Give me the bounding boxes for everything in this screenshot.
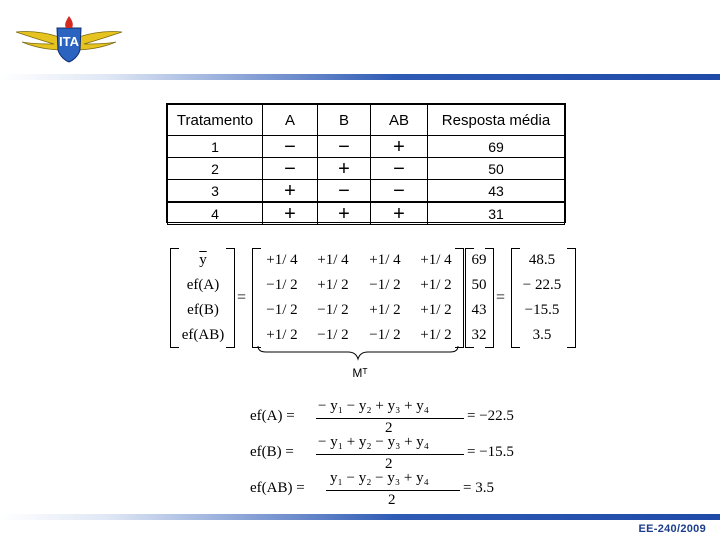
header-a: A [263, 105, 318, 136]
vec-cell: 50 [471, 277, 487, 293]
cell-treatment: 1 [168, 136, 263, 158]
m-cell: +1/ 4 [369, 252, 401, 268]
fraction-bar [316, 418, 464, 419]
m-cell: +1/ 2 [317, 277, 349, 293]
vec-cell: 69 [471, 252, 487, 268]
cell-response: 50 [428, 158, 565, 180]
formula-denominator: 2 [385, 420, 393, 436]
m-cell: +1/ 2 [420, 327, 452, 343]
cell-sign-ab: + [371, 202, 428, 225]
result-cell: 48.5 [528, 252, 556, 268]
lhs-ef-a: ef(A) [186, 277, 220, 293]
formula-lhs: ef(B) = [250, 444, 294, 460]
brace-label: Mᵀ [352, 366, 368, 380]
lhs-ef-ab: ef(AB) [181, 327, 225, 343]
m-cell: +1/ 4 [266, 252, 298, 268]
header-resposta-media: Resposta média [428, 105, 565, 136]
m-cell: +1/ 4 [317, 252, 349, 268]
m-cell: +1/ 2 [266, 327, 298, 343]
header-tratamento: Tratamento [168, 105, 263, 136]
formula-denominator: 2 [385, 456, 393, 472]
m-cell: −1/ 2 [369, 327, 401, 343]
cell-response: 31 [428, 202, 565, 225]
result-cell: 3.5 [532, 327, 552, 343]
m-cell: −1/ 2 [317, 327, 349, 343]
m-cell: −1/ 2 [266, 277, 298, 293]
cell-sign-a: + [263, 202, 318, 225]
formula-numerator: − y₁ + y₂ − y₃ + y₄ [318, 434, 430, 450]
m-cell: +1/ 2 [369, 302, 401, 318]
formula-result: = −22.5 [467, 408, 514, 424]
vec-cell: 32 [471, 327, 487, 343]
formula-result: = 3.5 [463, 480, 494, 496]
formula-result: = −15.5 [467, 444, 514, 460]
m-cell: +1/ 2 [420, 277, 452, 293]
logo-text: ITA [59, 34, 79, 49]
formula-lhs: ef(AB) = [250, 480, 305, 496]
m-cell: −1/ 2 [317, 302, 349, 318]
m-cell: +1/ 4 [420, 252, 452, 268]
footer-divider [0, 514, 720, 520]
cell-sign-b: − [318, 136, 371, 158]
cell-sign-b: + [318, 202, 371, 225]
header-b: B [318, 105, 371, 136]
cell-sign-ab: + [371, 136, 428, 158]
equals-sign-2: = [496, 289, 506, 306]
equals-sign-1: = [237, 289, 247, 306]
cell-treatment: 4 [168, 202, 263, 225]
vec-cell: 43 [471, 302, 487, 318]
cell-response: 43 [428, 180, 565, 203]
cell-sign-ab: − [371, 180, 428, 203]
formula-numerator: − y₁ − y₂ + y₃ + y₄ [318, 398, 430, 414]
header-ab: AB [371, 105, 428, 136]
result-cell: − 22.5 [522, 277, 562, 293]
cell-sign-b: + [318, 158, 371, 180]
cell-sign-b: − [318, 180, 371, 203]
cell-treatment: 2 [168, 158, 263, 180]
fraction-bar [326, 490, 460, 491]
cell-sign-ab: − [371, 158, 428, 180]
result-cell: −15.5 [524, 302, 560, 318]
fraction-bar [316, 454, 464, 455]
cell-sign-a: − [263, 158, 318, 180]
lhs-ef-b: ef(B) [187, 302, 219, 318]
cell-sign-a: − [263, 136, 318, 158]
formula-numerator: y₁ − y₂ − y₃ + y₄ [330, 470, 429, 486]
cell-sign-a: + [263, 180, 318, 203]
lhs-y-bar: $\overline{y}$ [199, 252, 207, 268]
m-cell: −1/ 2 [369, 277, 401, 293]
m-cell: −1/ 2 [266, 302, 298, 318]
m-cell: +1/ 2 [420, 302, 452, 318]
cell-response: 69 [428, 136, 565, 158]
formula-lhs: ef(A) = [250, 408, 295, 424]
formula-denominator: 2 [388, 492, 396, 508]
cell-treatment: 3 [168, 180, 263, 203]
footer-course-code: EE-240/2009 [638, 523, 706, 535]
